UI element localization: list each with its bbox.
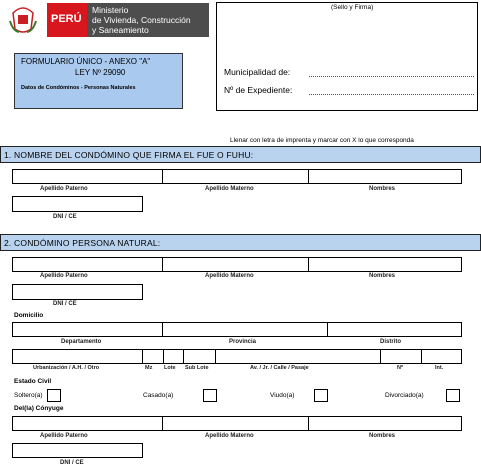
lote-input[interactable] [163,349,184,364]
domicilio-label: Domicilio [14,312,44,319]
sub-lote-input[interactable] [183,349,216,364]
form-title-box [14,53,183,109]
ministry-line-3: y Saneamiento [92,25,149,35]
casado-checkbox[interactable] [203,389,217,402]
viudo-checkbox[interactable] [314,389,328,402]
av-calle-label: Av. / Jr. / Calle / Pasaje [250,365,309,371]
s1-apellido-paterno-label: Apellido Paterno [40,186,88,192]
s1-nombres-label: Nombres [369,186,396,192]
s1-apellido-paterno-input[interactable] [12,169,163,184]
s2-dni-label: DNI / CE [53,301,77,307]
form-title-line-1: FORMULARIO ÚNICO - ANEXO "A" [21,57,151,66]
distrito-input[interactable] [327,322,462,337]
departamento-label: Departamento [61,339,102,345]
c-apellido-paterno-label: Apellido Paterno [40,433,88,439]
mz-label: Mz [145,365,153,371]
section-1-header [0,146,481,163]
viudo-label: Viudo(a) [270,392,295,399]
section-2-title: 2. CONDÓMINO PERSONA NATURAL: [4,238,161,248]
stamp-label: (Sello y Firma) [331,4,374,11]
departamento-input[interactable] [12,322,163,337]
provincia-input[interactable] [162,322,328,337]
peru-label: PERÚ [51,13,82,25]
s2-nombres-label: Nombres [369,273,396,279]
peru-crest-icon [7,5,39,35]
lote-label: Lote [164,365,176,371]
section-1-title: 1. NOMBRE DEL CONDÓMINO QUE FIRMA EL FUE O FUHU: [4,150,254,160]
ministry-logo [3,3,209,37]
section-2-header [0,234,481,251]
numero-label: Nº [397,365,403,371]
s1-dni-input[interactable] [12,196,143,212]
s1-dni-label: DNI / CE [53,214,77,220]
mz-input[interactable] [142,349,164,364]
av-calle-input[interactable] [215,349,381,364]
s2-apellido-materno-label: Apellido Materno [205,273,254,279]
distrito-label: Distrito [380,339,401,345]
expediente-label: Nº de Expediente: [224,85,293,95]
municipalidad-field[interactable] [309,76,474,77]
c-apellido-paterno-input[interactable] [12,416,163,431]
s1-apellido-materno-label: Apellido Materno [205,186,254,192]
casado-label: Casado(a) [143,392,174,399]
form-title-line-3: Datos de Condóminos - Personas Naturales [21,85,136,91]
s1-apellido-materno-input[interactable] [162,169,309,184]
municipalidad-label: Municipalidad de: [224,67,291,77]
provincia-label: Provincia [229,339,257,345]
ministry-line-1: Ministerio [92,5,129,15]
form-title-line-2: LEY Nº 29090 [75,68,126,77]
s2-apellido-paterno-input[interactable] [12,257,163,272]
expediente-field[interactable] [309,94,474,95]
estado-civil-label: Estado Civil [14,378,52,385]
divorciado-label: Divorciado(a) [385,392,424,399]
soltero-checkbox[interactable] [47,389,61,402]
c-dni-label: DNI / CE [60,460,84,466]
c-apellido-materno-label: Apellido Materno [205,433,254,439]
ministry-block [87,3,209,37]
s2-apellido-materno-input[interactable] [162,257,309,272]
c-dni-input[interactable] [12,443,143,458]
c-apellido-materno-input[interactable] [162,416,309,431]
urbanizacion-input[interactable] [12,349,143,364]
conyuge-label: Del(la) Cónyuge [14,405,64,412]
c-nombres-label: Nombres [369,433,396,439]
int-label: Int. [435,365,444,371]
s2-dni-input[interactable] [12,284,143,300]
soltero-label: Soltero(a) [14,392,43,399]
s2-apellido-paterno-label: Apellido Paterno [40,273,88,279]
ministry-line-2: de Vivienda, Construcción [92,15,191,25]
s2-nombres-input[interactable] [308,257,462,272]
c-nombres-input[interactable] [308,416,462,431]
numero-input[interactable] [380,349,422,364]
divorciado-checkbox[interactable] [446,389,460,402]
s1-nombres-input[interactable] [308,169,462,184]
sub-lote-label: Sub Lote [185,365,209,371]
int-input[interactable] [421,349,462,364]
urbanizacion-label: Urbanización / A.H. / Otro [33,365,100,371]
peru-red-block [47,3,87,37]
instruction-text: Llenar con letra de imprenta y marcar con X lo que corresponda [230,137,414,144]
